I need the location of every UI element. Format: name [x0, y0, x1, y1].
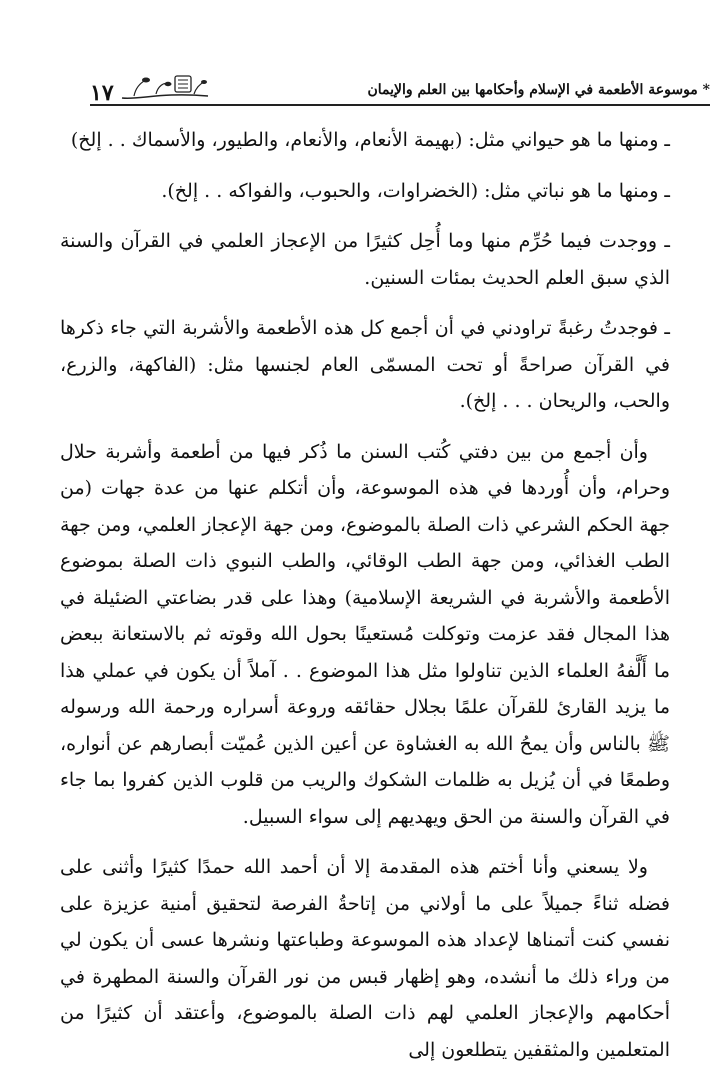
page-body — [60, 122, 670, 1082]
paragraph-animal-foods: ـ ومنها ما هو حيواني مثل: (بهيمة الأنعام، والأنعام، والطيور، والأسماك . . إلخ) — [70, 129, 670, 151]
header-rule — [90, 104, 710, 106]
paragraph-plant-foods: ـ ومنها ما هو نباتي مثل: (الخضراوات، والحبوب، والفواكه . . إلخ). — [161, 179, 670, 202]
paragraph-desire-to-collect: ـ فوجدتُ رغبةً تراودني في أن أجمع كل هذه الأطعمة والأشربة التي جاء ذكرها في القرآن صراحةً أو تحت المسمّى العام لجنسها مثل: (الفاكهة، والزرع، والحب، والريحان . . . إلخ). — [60, 317, 670, 412]
running-header — [90, 82, 710, 106]
paragraph-closing-thanks: ولا يسعني وأنا أختم هذه المقدمة إلا أن أحمد الله حمدًا كثيرًا وأثنى على فضله ثناءً جميلاً على ما أولاني من إتاحةُ الفرصة لتحقيق أمنية عزيزة على نفسي كنت أتمناها لإعداد هذه الموسوعة وطباعتها ونشرها عسى أن يكون لي من وراء ذلك ما أنشده، وهو إظهار قبس من نور القرآن والسنة المطهرة في أحكامهم والإعجاز العلمي لهم ذات الصلة بالموضوع، وأعتقد أن كثيرًا من المتعلمين والمثقفين يتطلعون إلى — [60, 856, 670, 1061]
page-number: ١٧ — [90, 80, 114, 106]
paragraph-collect-sunnah: وأن أجمع من بين دفتي كُتب السنن ما ذُكر فيها من أطعمة وأشربة حلال وحرام، وأن أُوردها في هذه الموسوعة، وأن أتكلم عنها من عدة جهات (من جهة الحكم الشرعي ذات الصلة بالموضوع، ومن جهة الإعجاز العلمي، ومن جهة الطب الغذائي، ومن جهة الطب الوقائي، والطب النبوي ذات الصلة بموضوع الأطعمة والأشربة في الشريعة الإسلامية) وهذا على قدر بضاعتي الضئيلة في هذا المجال فقد عزمت وتوكلت مُستعينًا بحول الله وقوته ثم بالاستعانة ببعض ما أَلَّفهُ العلماء الذين تناولوا مثل هذا الموضوع . . آملاً أن يكون في عملي هذا ما يزيد القارئ للقرآن علمًا بجلال حقائقه وروعة أسراره ورحمة الله ورسوله ﷺ بالناس وأن يمحُ الله به الغشاوة عن أعين الذين عُميّت أبصارهم عن أنواره، وطمعًا في أن يُزيل به ظلمات الشكوك والريب من قلوب الذين كفروا بما جاء في القرآن والسنة من الحق ويهديهم إلى سواء السبيل. — [60, 440, 670, 828]
paragraph-scientific-miracle: ـ ووجدت فيما حُرِّم منها وما أُحِل كثيرًا من الإعجاز العلمي في القرآن والسنة الذي سبق العلم الحديث بمئات السنين. — [60, 230, 670, 289]
book-title: * موسوعة الأطعمة في الإسلام وأحكامها بين العلم والإيمان — [367, 82, 710, 98]
floral-ornament-icon — [120, 70, 210, 104]
